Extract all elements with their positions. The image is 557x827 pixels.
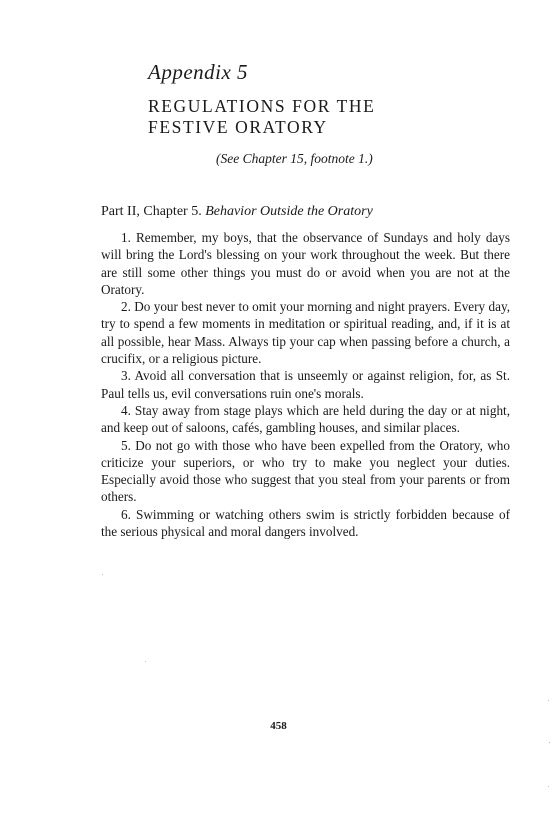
- chapter-title-line-2: FESTIVE ORATORY: [148, 117, 328, 137]
- regulation-paragraph: 5. Do not go with those who have been expelled from the Oratory, who criticize your superiors, or who try to make you neglect your duties. Especially avoid those who suggest that you steal from your parents or from others.: [101, 437, 510, 505]
- chapter-title-line-1: REGULATIONS FOR THE: [148, 96, 376, 116]
- regulation-paragraph: 6. Swimming or watching others swim is strictly forbidden because of the serious physical and moral dangers involved.: [101, 506, 510, 540]
- section-subtitle: Behavior Outside the Oratory: [205, 204, 373, 219]
- scan-speck: [102, 574, 103, 575]
- regulation-paragraph: 4. Stay away from stage plays which are held during the day or at night, and keep out of saloons, cafés, gambling houses, and similar places.: [101, 402, 510, 436]
- regulation-paragraph: 1. Remember, my boys, that the observance of Sundays and holy days will bring the Lord's blessing on your work throughout the week. But there are still some other things you must do or avoid when you are not at the Oratory.: [101, 230, 510, 297]
- scan-speck: [548, 786, 549, 787]
- scan-speck: [548, 700, 549, 701]
- scan-speck: [145, 661, 146, 662]
- scan-speck: [549, 742, 550, 743]
- regulations-text: [101, 229, 510, 540]
- section-heading: [101, 204, 373, 220]
- chapter-title: [148, 96, 375, 138]
- page-number: 458: [270, 720, 287, 732]
- section-part-label: Part II, Chapter 5.: [101, 204, 202, 219]
- appendix-label: Appendix 5: [148, 60, 249, 84]
- cross-reference-note: (See Chapter 15, footnote 1.): [216, 151, 373, 166]
- regulation-paragraph: 3. Avoid all conversation that is unseemly or against religion, for, as St. Paul tells us, evil conversations ruin one's morals.: [101, 368, 510, 401]
- regulation-paragraph: 2. Do your best never to omit your morning and night prayers. Every day, try to spend a few moments in meditation or spiritual reading, and, if it is at all possible, hear Mass. Always tip your cap when passing before a church, a crucifix, or a religious picture.: [101, 299, 510, 367]
